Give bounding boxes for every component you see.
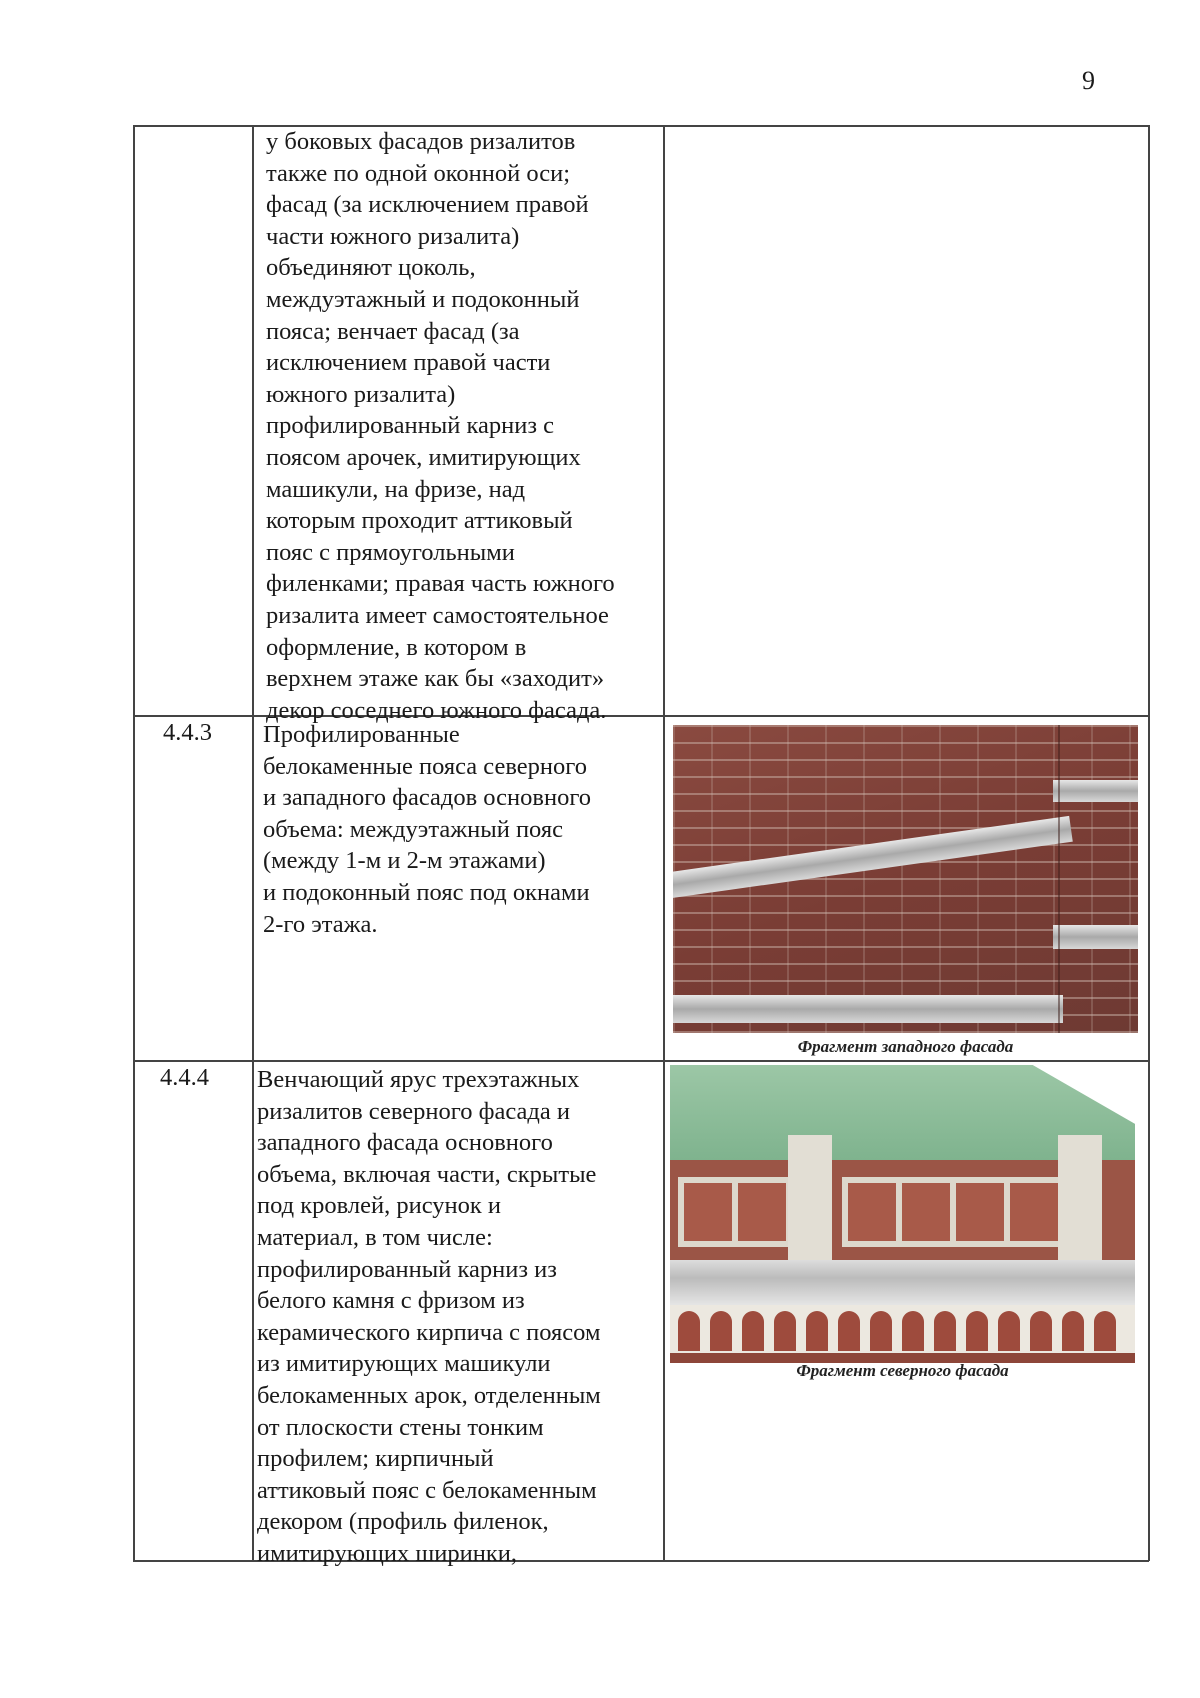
column-divider	[663, 125, 665, 1561]
column-divider	[252, 125, 254, 1561]
table-border-right	[1148, 125, 1150, 1561]
page-number: 9	[1082, 66, 1095, 95]
row-description: Венчающий ярус трехэтажных ризалитов северного фасада и западного фасада основного объема, включая части, скрытые под кровлей, рисунок и материал, в том числе: профилированный карниз из белого камня с фризом из керамического кирпича с поясом из имитирующих машикули белокаменных арок, отделенным от плоскости стены тонким профилем; кирпичный аттиковый пояс с белокаменным декором (профиль филенок, имитирующих ширинки,	[257, 1066, 601, 1567]
table-border-left	[133, 125, 135, 1561]
west-facade-photo	[673, 725, 1138, 1033]
row-number: 4.4.4	[160, 1064, 209, 1091]
photo-caption: Фрагмент северного фасада	[796, 1361, 1009, 1380]
photo-caption: Фрагмент западного фасада	[797, 1037, 1014, 1056]
row-divider	[133, 1060, 1149, 1062]
row-description: Профилированные белокаменные пояса северного и западного фасадов основного объема: междуэтажный пояс (между 1-м и 2-м этажами) и подоконный пояс под окнами 2-го этажа.	[263, 721, 592, 938]
north-facade-photo	[670, 1065, 1135, 1363]
row-description: у боковых фасадов ризалитов также по одной оконной оси; фасад (за исключением правой части южного ризалита) объединяют цоколь, междуэтажный и подоконный пояса; венчает фасад (за исключением правой части южного ризалита) профилированный карниз с поясом арочек, имитирующих машикули, на фризе, над которым проходит аттиковый пояс с прямоугольными филенками; правая часть южного ризалита имеет самостоятельное оформление, в котором в верхнем этаже как бы «заходит» декор соседнего южного фасада.	[266, 128, 615, 724]
row-number: 4.4.3	[163, 719, 212, 746]
